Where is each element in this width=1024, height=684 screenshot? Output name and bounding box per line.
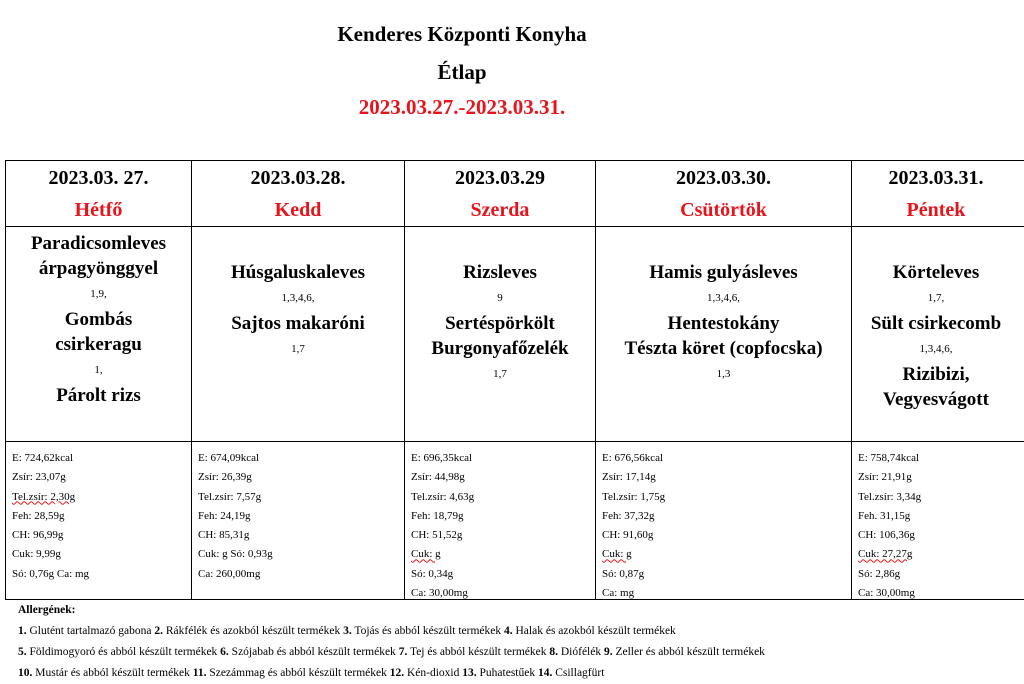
- nutri-fat: Zsír: 26,39g: [198, 471, 252, 484]
- nutri-energy: E: 758,74kcal: [858, 452, 920, 464]
- nutri-energy: E: 724,62kcal: [12, 452, 74, 464]
- day-date: 2023.03.29: [455, 167, 545, 189]
- day-name: Hétfő: [74, 199, 123, 221]
- nutri-fat: Zsír: 44,98g: [411, 471, 465, 484]
- nutri-energy: E: 696,35kcal: [411, 452, 473, 464]
- nutri-sugar: Cuk: 27,27g: [858, 548, 913, 561]
- nutri-calcium: Ca: 30,00mg: [858, 587, 915, 600]
- main-dish-name: Gombás: [64, 309, 133, 330]
- nutri-calcium: Ca: 260,00mg: [198, 567, 261, 580]
- soup-allergens: 1,3,4,6,: [281, 292, 315, 304]
- main-allergens: 1,7: [493, 368, 507, 380]
- nutrition-info: [198, 449, 273, 584]
- nutrition-info: [12, 449, 89, 584]
- day-name: Kedd: [274, 199, 322, 221]
- main-allergens: 1,: [94, 364, 103, 376]
- nutri-fat: Zsír: 23,07g: [12, 471, 66, 484]
- side-dish-name-cont: Vegyesvágott: [883, 389, 989, 410]
- side-dish-name: Burgonyafőzelék: [431, 338, 569, 359]
- nutri-carb: CH: 91,60g: [602, 529, 654, 542]
- main-dish-name: Sült csirkecomb: [870, 313, 1002, 334]
- nutri-carb: CH: 85,31g: [198, 529, 250, 542]
- nutri-sugar: Cuk: 9,99g: [12, 548, 61, 561]
- nutri-carb: CH: 106,36g: [858, 529, 915, 542]
- day-name: Péntek: [906, 199, 966, 221]
- side-dish-name: Rizibizi,: [902, 364, 970, 385]
- day-menu: [852, 260, 1020, 412]
- nutri-sugar: Cuk: g: [411, 548, 441, 561]
- nutri-energy: E: 674,09kcal: [198, 452, 260, 464]
- nutri-fat: Zsír: 17,14g: [602, 471, 656, 484]
- row-divider-header: [5, 226, 1024, 227]
- nutri-calcium: Ca: mg: [602, 587, 635, 600]
- nutri-calcium: Ca: 30,00mg: [411, 587, 468, 600]
- nutri-protein: Feh: 28,59g: [12, 509, 65, 522]
- side-dish-name: Párolt rizs: [56, 385, 141, 406]
- soup-allergens: 1,9,: [90, 288, 107, 300]
- day-date: 2023.03.31.: [888, 167, 984, 189]
- nutri-salt: Só: 2,86g: [858, 567, 901, 580]
- day-name: Szerda: [470, 199, 530, 221]
- soup-allergens: 1,3,4,6,: [707, 292, 740, 304]
- soup-name: Körteleves: [892, 262, 980, 283]
- nutri-salt: Só: 0,87g: [602, 567, 645, 580]
- main-dish-name: Sertéspörkölt: [445, 313, 555, 334]
- row-divider-nutrition: [5, 441, 1024, 442]
- nutri-satfat: Tel.zsír: 7,57g: [198, 490, 262, 503]
- main-allergens: 1,3,4,6,: [919, 343, 953, 355]
- nutri-protein: Feh: 18,79g: [411, 509, 464, 522]
- nutri-carb: CH: 51,52g: [411, 529, 463, 542]
- nutri-salt: Só: 0,34g: [411, 567, 454, 580]
- kitchen-title: Kenderes Központi Konyha: [337, 22, 587, 46]
- soup-name-cont: árpagyönggyel: [38, 258, 159, 279]
- day-date: 2023.03.30.: [676, 167, 771, 189]
- nutri-sugar: Cuk: g: [602, 548, 632, 561]
- nutri-protein: Feh: 37,32g: [602, 509, 655, 522]
- day-menu: [6, 231, 191, 408]
- soup-allergens: 9: [497, 292, 503, 304]
- nutri-salt-calcium: Só: 0,76g Ca: mg: [12, 567, 90, 580]
- day-menu: [405, 260, 595, 387]
- allergen-line: 5. Földimogyoró és abból készült termékek 6. Szójabab és abból készült termékek 7. Tej és abból készült termékek 8. Diófélék 9. Zeller és abból készült termékek: [18, 646, 765, 658]
- soup-name: Hamis gulyásleves: [649, 262, 798, 283]
- nutrition-info: [858, 449, 921, 603]
- nutri-satfat: Tel.zsír: 3,34g: [858, 490, 922, 503]
- soup-name: Húsgaluskaleves: [230, 262, 366, 283]
- nutri-satfat: Tel.zsír: 2,30g: [12, 490, 76, 503]
- main-dish-name: Hentestokány: [667, 313, 780, 334]
- side-dish-name: Tészta köret (copfocska): [624, 338, 823, 359]
- date-range: 2023.03.27.-2023.03.31.: [358, 95, 566, 119]
- nutri-fat: Zsír: 21,91g: [858, 471, 912, 484]
- nutri-energy: E: 676,56kcal: [602, 452, 664, 464]
- menu-subtitle: Étlap: [437, 60, 487, 84]
- nutri-protein: Feh. 31,15g: [858, 509, 911, 522]
- main-dish-name: Sajtos makaróni: [231, 313, 365, 334]
- allergen-line: 10. Mustár és abból készült termékek 11. Szezámmag és abból készült termékek 12. Kén-dioxid 13. Puhatestűek 14. Csillagfürt: [18, 667, 605, 679]
- day-menu: [192, 260, 404, 362]
- nutri-carb: CH: 96,99g: [12, 529, 64, 542]
- soup-allergens: 1,7,: [927, 292, 945, 304]
- day-date: 2023.03. 27.: [48, 167, 149, 189]
- main-dish-name-cont: csirkeragu: [55, 334, 142, 355]
- allergen-heading: Allergének:: [18, 604, 76, 616]
- day-menu: [596, 260, 851, 387]
- main-allergens: 1,3: [716, 368, 731, 380]
- day-date: 2023.03.28.: [250, 167, 346, 189]
- nutri-protein: Feh: 24,19g: [198, 509, 251, 522]
- allergen-line: 1. Glutént tartalmazó gabona 2. Rákfélék és azokból készült termékek 3. Tojás és abból készült termékek 4. Halak és azokból készült termékek: [18, 625, 676, 637]
- soup-name: Rizsleves: [463, 262, 537, 283]
- main-allergens: 1,7: [291, 343, 305, 355]
- day-name: Csütörtök: [680, 199, 767, 221]
- nutri-sugar-salt: Cuk: g Só: 0,93g: [198, 548, 273, 561]
- allergen-legend: [18, 600, 918, 684]
- nutri-satfat: Tel.zsír: 4,63g: [411, 490, 475, 503]
- nutri-satfat: Tel.zsír: 1,75g: [602, 490, 666, 503]
- nutrition-info: [411, 449, 474, 603]
- soup-name: Paradicsomleves: [30, 233, 167, 254]
- nutrition-info: [602, 449, 665, 603]
